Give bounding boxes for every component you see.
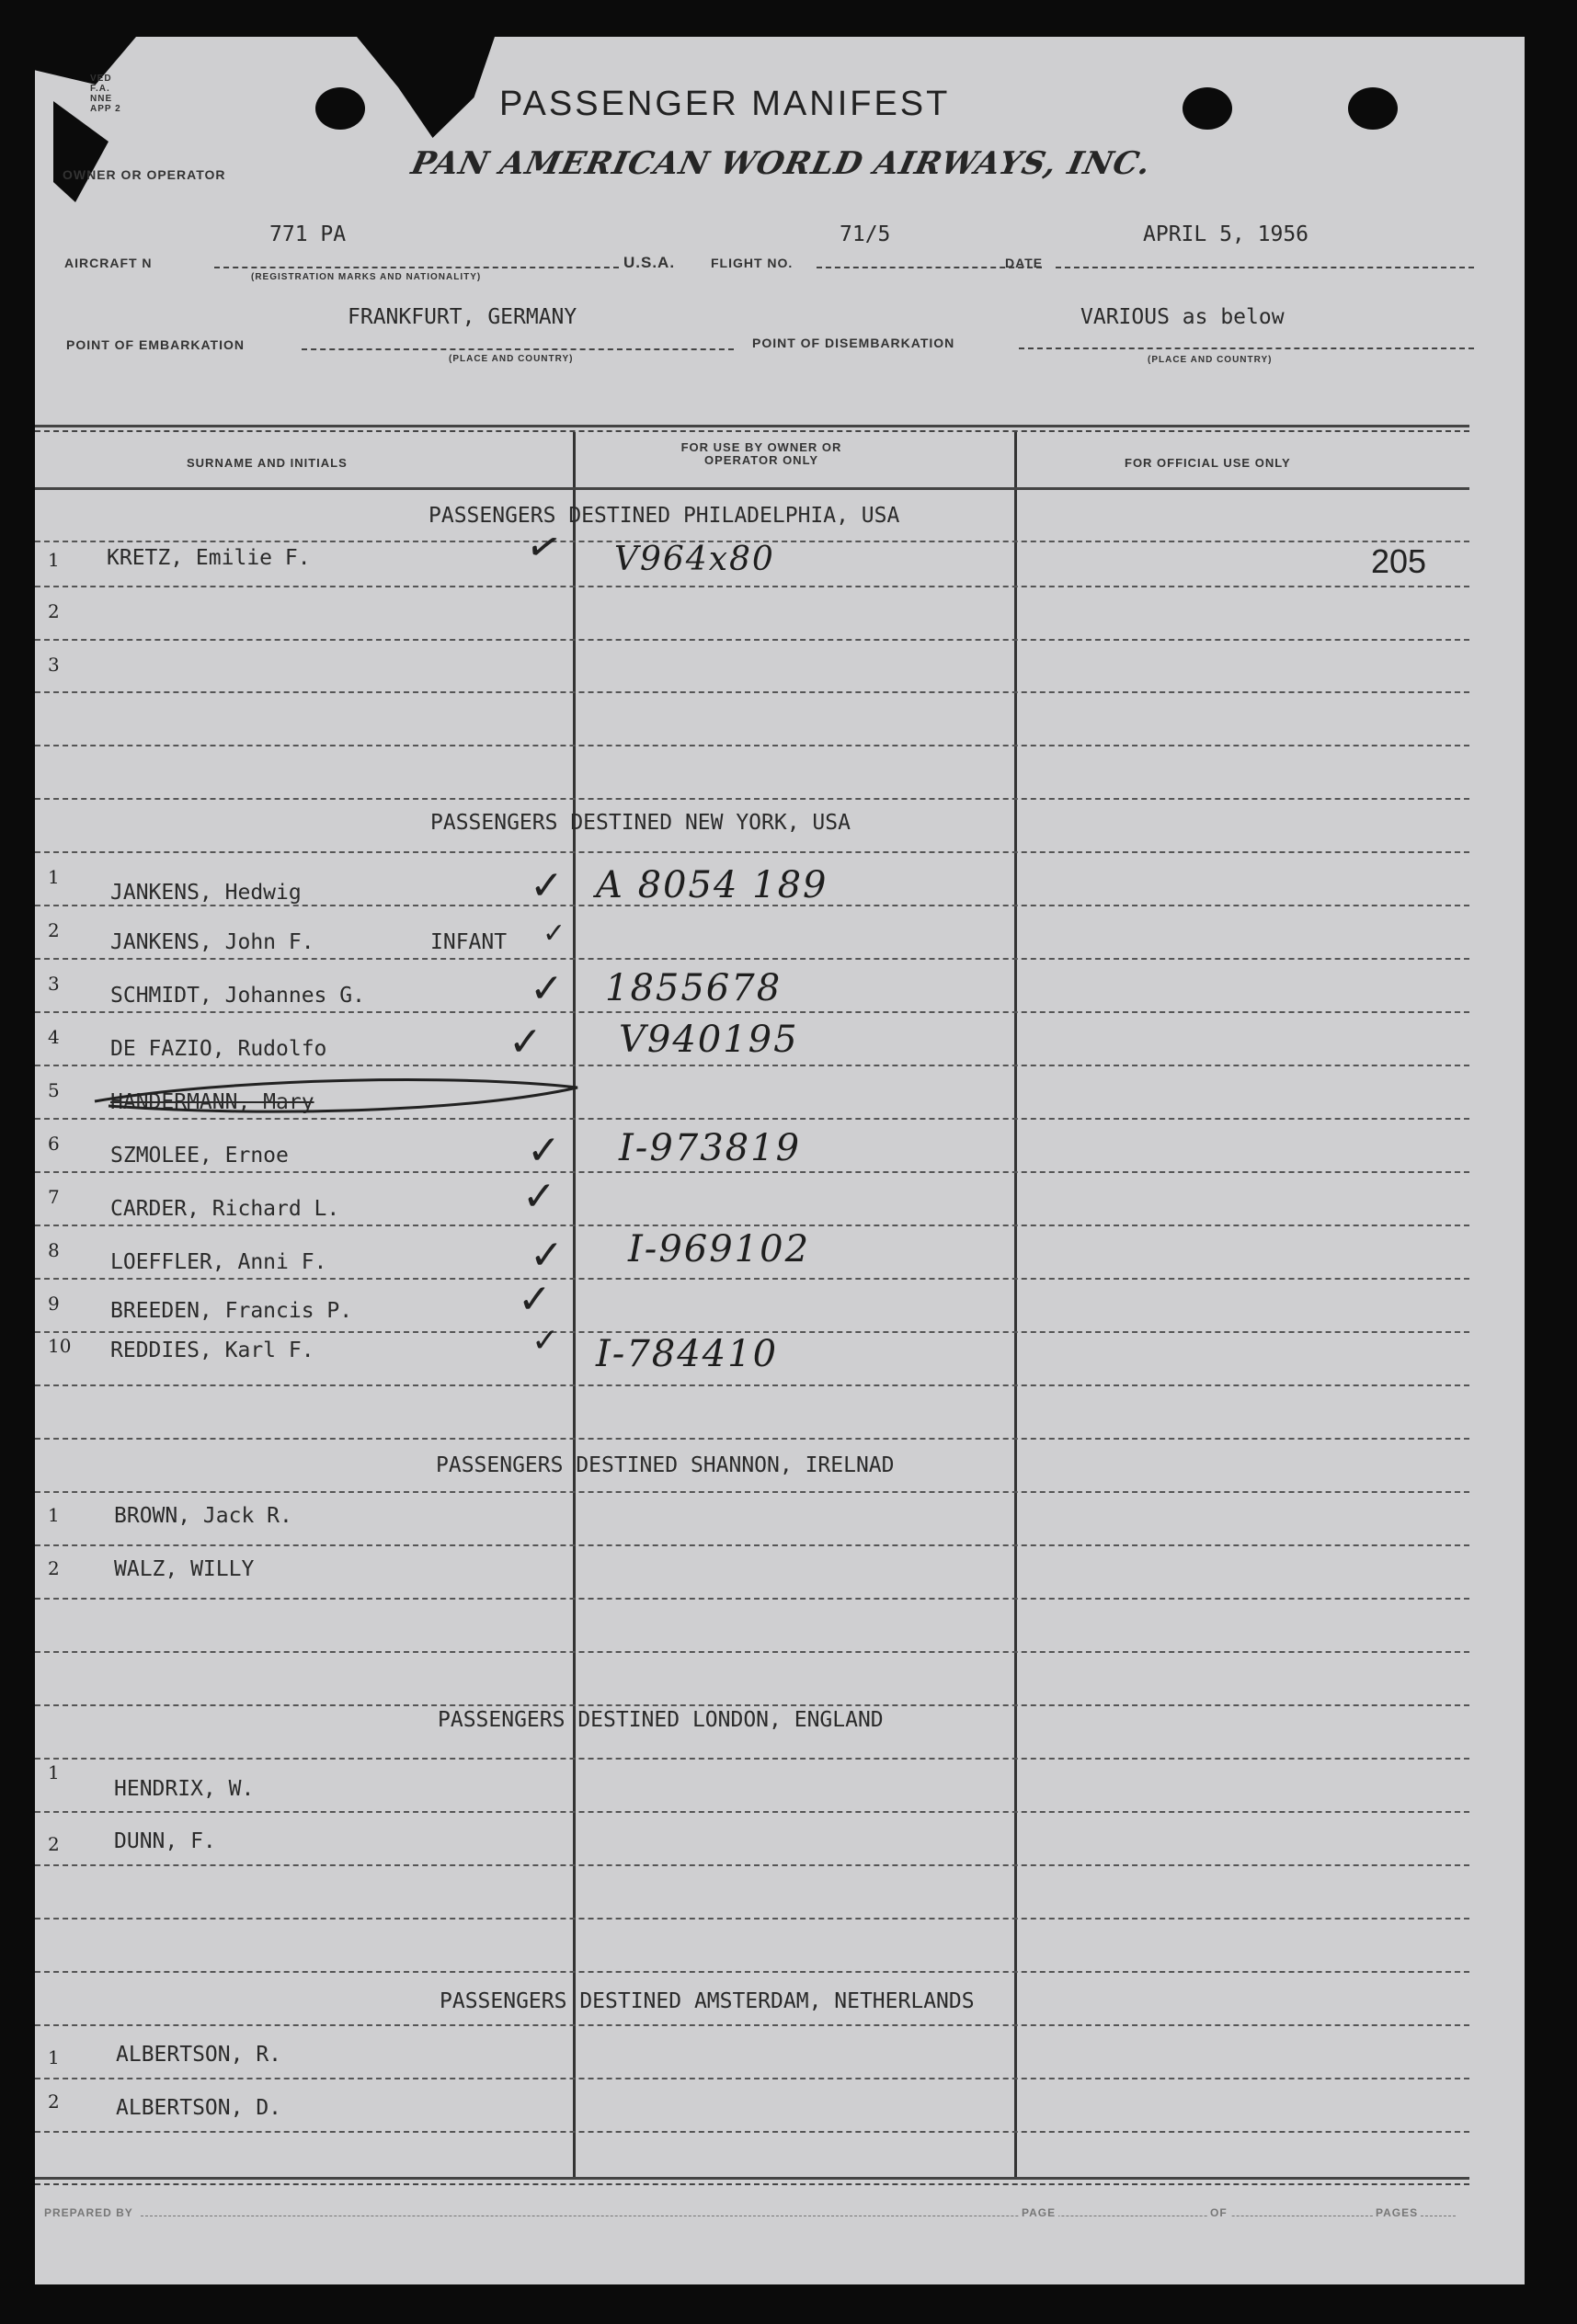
date-label: DATE [1005,256,1044,270]
torn-edge [53,101,109,202]
section-heading-philadelphia: PASSENGERS DESTINED PHILADELPHIA, USA [429,504,900,528]
section-heading-new-york: PASSENGERS DESTINED NEW YORK, USA [430,811,851,835]
check-mark-icon: ✓ [521,520,566,575]
page-title: PASSENGER MANIFEST [499,85,951,123]
aircraft-value: 771 PA [269,222,347,246]
passenger-name: HENDRIX, W. [114,1777,255,1801]
prepared-by-label: PREPARED BY [44,2206,133,2219]
passenger-name: DUNN, F. [114,1829,216,1853]
section-heading-london: PASSENGERS DESTINED LONDON, ENGLAND [438,1708,884,1732]
manifest-sheet [35,37,1525,2284]
row-number: 2 [48,2090,60,2113]
row-number: 1 [48,1504,60,1526]
passenger-name: BREEDEN, Francis P. [110,1299,353,1323]
row-number: 9 [48,1293,60,1315]
disembarkation-label: POINT OF DISEMBARKATION [752,336,955,350]
section-heading-amsterdam: PASSENGERS DESTINED AMSTERDAM, NETHERLANDS [440,1989,975,2013]
handwritten-note: I-973819 [619,1127,802,1169]
handwritten-note: 1855678 [605,967,783,1009]
col-surname: SURNAME AND INITIALS [187,456,348,470]
row-number: 1 [48,549,60,571]
punch-hole [315,87,365,130]
col-official-use: FOR OFFICIAL USE ONLY [1125,456,1291,470]
row-number: 3 [48,654,60,676]
row-number: 2 [48,1557,60,1579]
date-value: APRIL 5, 1956 [1143,222,1309,246]
check-mark-icon: ✓ [509,1019,543,1065]
check-mark-icon: ✓ [527,1127,561,1174]
row-number: 2 [48,600,60,622]
passenger-name: CARDER, Richard L. [110,1197,340,1221]
check-mark-icon: ✓ [522,1173,556,1220]
handwritten-note: V964x80 [614,541,775,578]
disembarkation-value: VARIOUS as below [1080,305,1285,329]
usa-label: U.S.A. [623,254,676,271]
flight-label: FLIGHT NO. [711,256,794,270]
check-mark-icon: ✓ [530,1232,564,1279]
embarkation-value: FRANKFURT, GERMANY [348,305,577,329]
place-country-label-2: (PLACE AND COUNTRY) [1148,355,1273,365]
passenger-name: SZMOLEE, Ernoe [110,1144,289,1168]
corner-stamp: VED F.A. NNE APP 2 [90,74,121,114]
handwritten-note: I-969102 [628,1228,811,1270]
row-number: 3 [48,973,60,995]
owner-label: OWNER OR OPERATOR [63,167,226,182]
handwritten-note: V940195 [619,1019,799,1061]
row-number: 1 [48,866,60,888]
check-mark-icon: ✓ [543,917,566,950]
handwritten-note: A 8054 189 [596,864,828,906]
row-number: 5 [48,1079,60,1101]
passenger-name: LOEFFLER, Anni F. [110,1250,327,1274]
passenger-name: DE FAZIO, Rudolfo [110,1037,327,1061]
row-number: 6 [48,1133,60,1155]
passenger-name: JANKENS, John F. [110,930,314,954]
check-mark-icon: ✓ [530,965,564,1012]
strike-scribble [90,1074,587,1120]
row-number: 10 [48,1335,72,1357]
col-owner-use: FOR USE BY OWNER OR OPERATOR ONLY [680,440,842,467]
passenger-name: BROWN, Jack R. [114,1504,292,1528]
row-number: 4 [48,1026,60,1048]
registration-label: (REGISTRATION MARKS AND NATIONALITY) [251,272,482,282]
company-name: PAN AMERICAN WORLD AIRWAYS, INC. [407,145,1155,182]
section-heading-shannon: PASSENGERS DESTINED SHANNON, IRELNAD [436,1453,895,1477]
aircraft-label: AIRCRAFT N [64,256,153,270]
flight-value: 71/5 [840,222,891,246]
passenger-name: REDDIES, Karl F. [110,1339,314,1362]
passenger-name: JANKENS, Hedwig [110,881,302,905]
row-number: 1 [48,2046,60,2068]
check-mark-icon: ✓ [531,1322,560,1360]
page-label: PAGE [1019,2206,1058,2219]
pages-label: PAGES [1373,2206,1421,2219]
check-mark-icon: ✓ [530,862,564,909]
passenger-name: ALBERTSON, R. [116,2043,282,2067]
passenger-name-struck: HANDERMANN, Mary [110,1090,314,1114]
infant-label: INFANT [430,930,508,954]
passenger-name: SCHMIDT, Johannes G. [110,984,365,1008]
row-number: 7 [48,1186,60,1208]
place-country-label: (PLACE AND COUNTRY) [449,354,574,364]
check-mark-icon: ✓ [518,1276,552,1323]
row-number: 2 [48,919,60,941]
passenger-name: ALBERTSON, D. [116,2096,282,2120]
row-number: 2 [48,1833,60,1855]
punch-hole [1183,87,1232,130]
passenger-name: WALZ, WILLY [114,1557,255,1581]
row-number: 1 [48,1761,60,1783]
official-number: 205 [1371,542,1427,580]
of-label: OF [1207,2206,1230,2219]
punch-hole [1348,87,1398,130]
passenger-name: KRETZ, Emilie F. [107,546,311,570]
handwritten-note: I-784410 [596,1333,779,1375]
row-number: 8 [48,1239,60,1261]
embarkation-label: POINT OF EMBARKATION [66,337,245,352]
torn-edge [357,37,495,138]
